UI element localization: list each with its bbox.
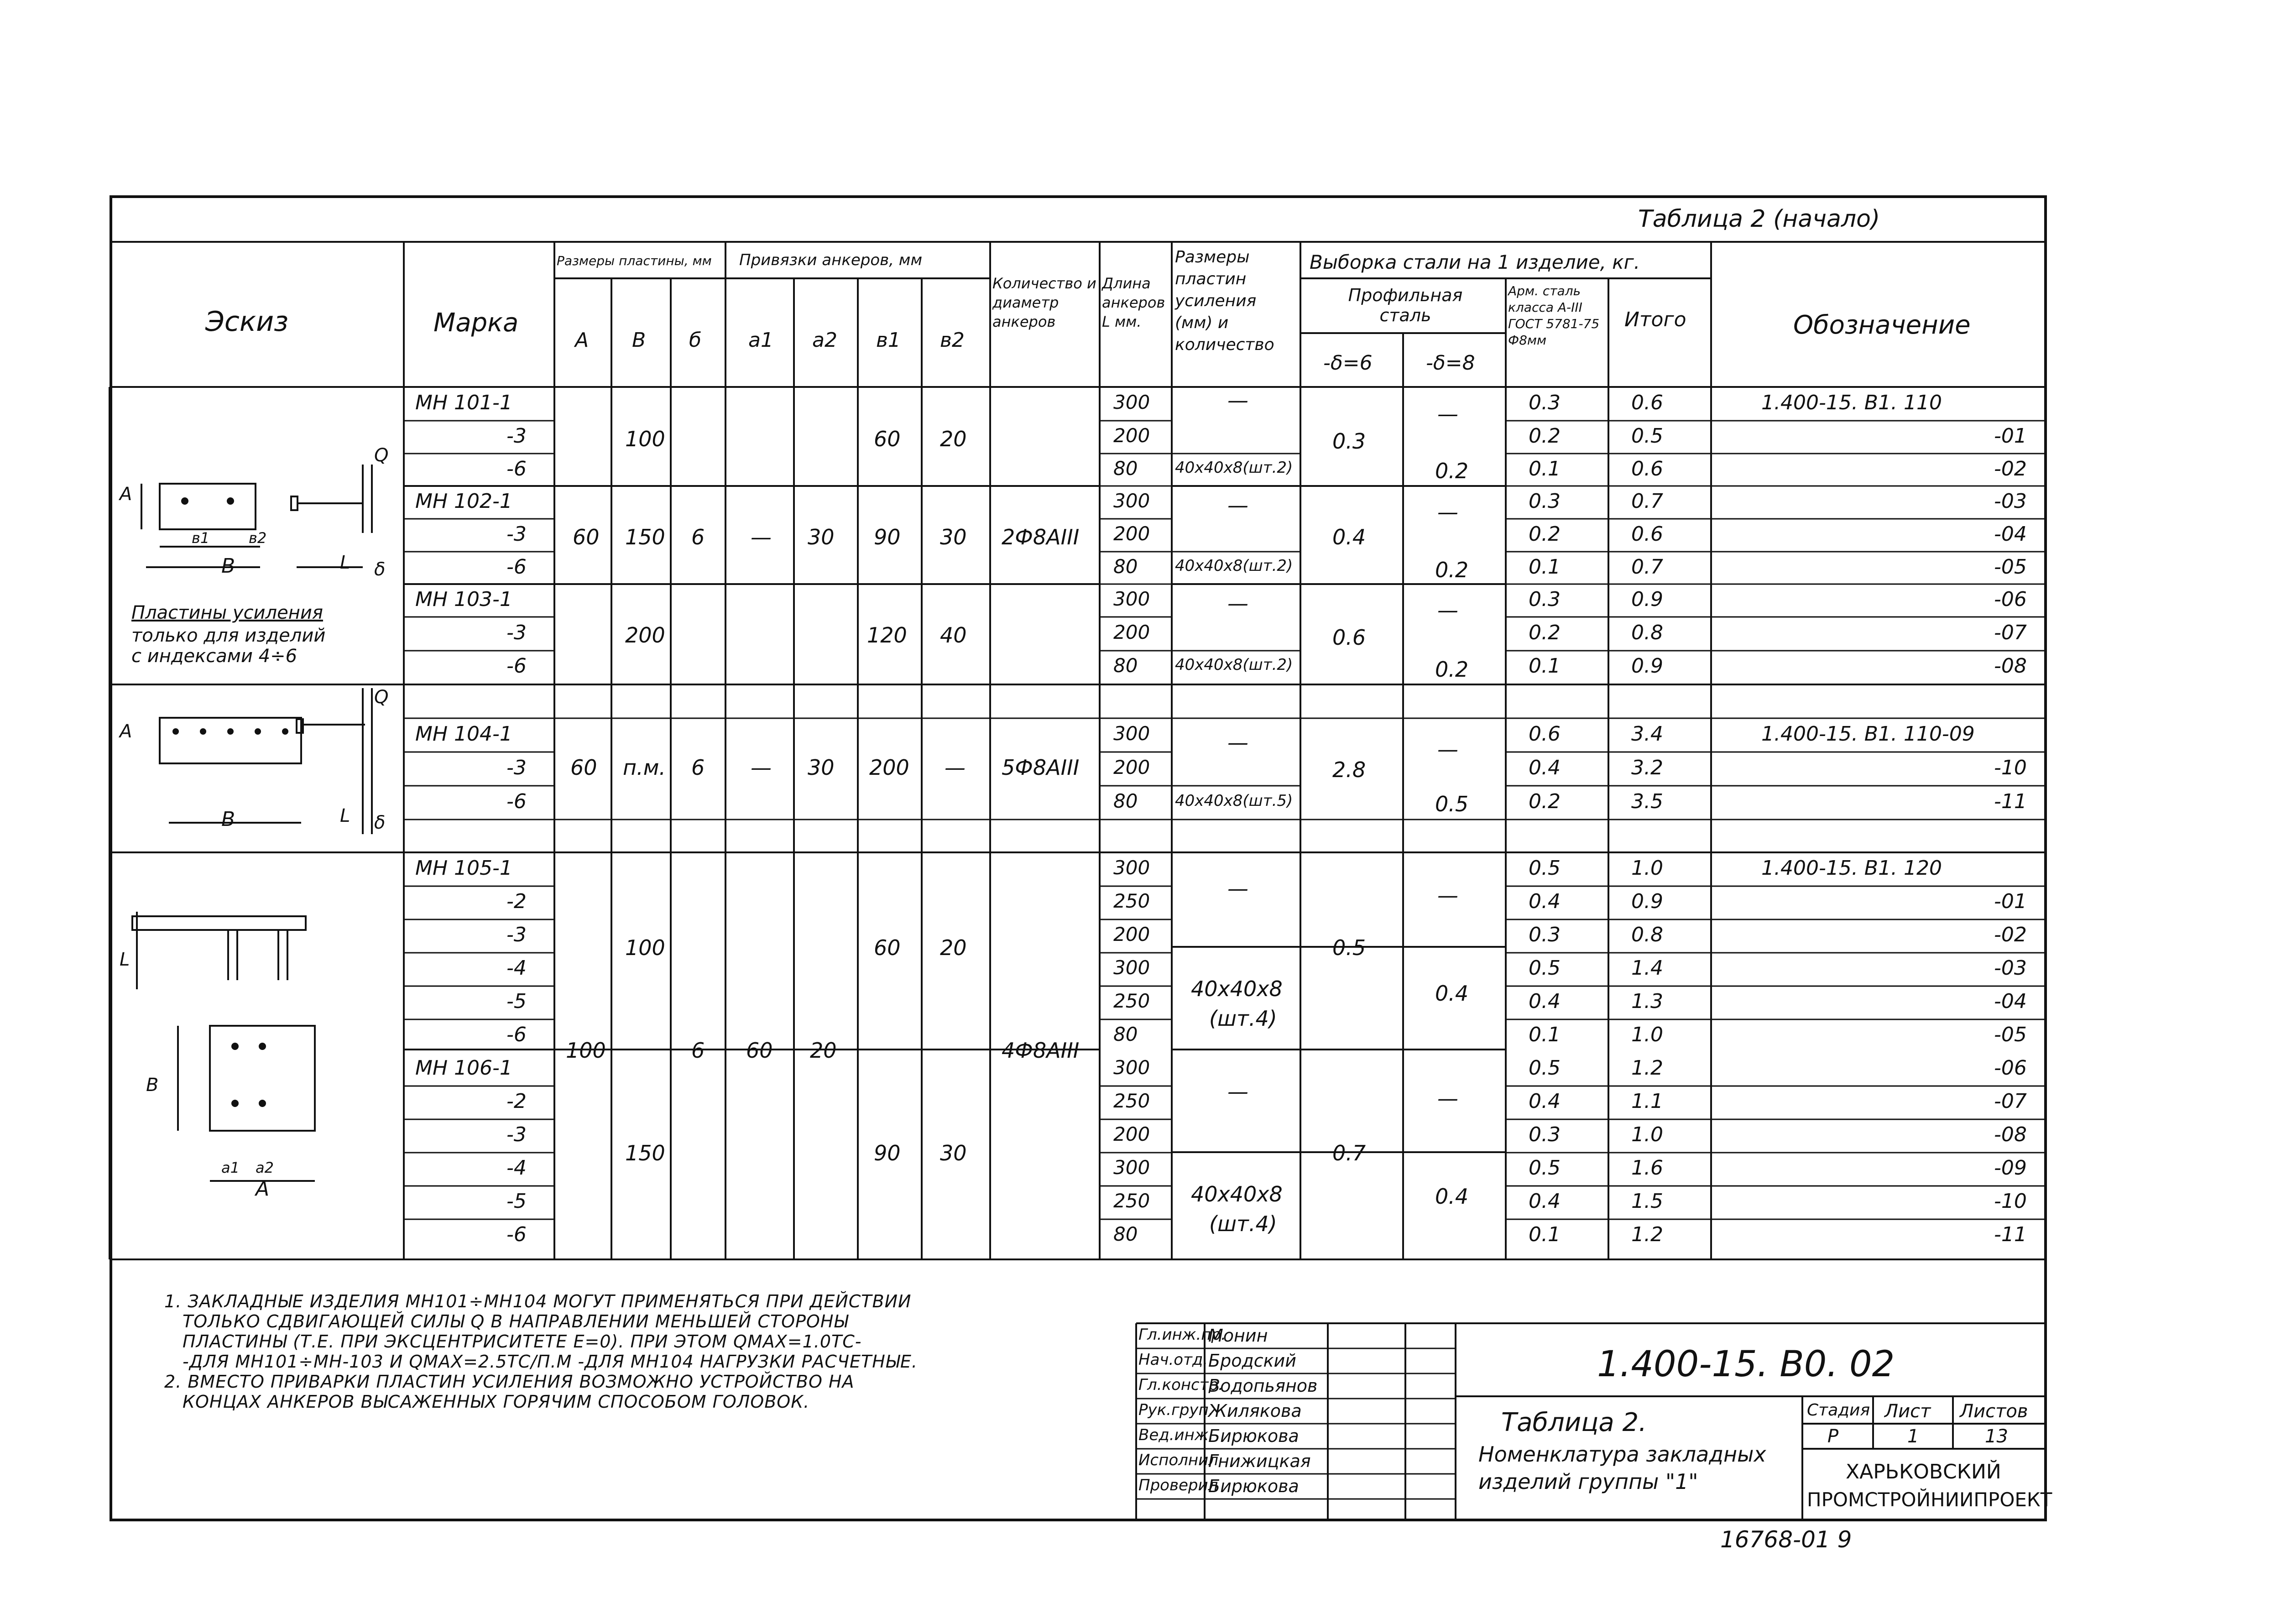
designation-cell: -07 bbox=[1994, 621, 2027, 644]
g3-d8-dash-1: — bbox=[1437, 883, 1458, 908]
designation-cell: -01 bbox=[1994, 424, 2027, 448]
designation-cell: -01 bbox=[1994, 890, 2027, 913]
total-cell: 1.5 bbox=[1631, 1190, 1663, 1213]
arm-steel-cell: 0.6 bbox=[1529, 722, 1561, 746]
title-block-role: Рук.груп. bbox=[1138, 1401, 1214, 1419]
total-cell: 1.2 bbox=[1631, 1223, 1663, 1246]
g2-B: п.м. bbox=[623, 755, 666, 780]
title-block-role: Нач.отд. bbox=[1138, 1351, 1208, 1369]
g1-d8-2: 0.2 bbox=[1435, 558, 1469, 582]
designation-cell: -11 bbox=[1994, 790, 2027, 813]
header-sketch: Эскиз bbox=[205, 306, 289, 338]
header-delta: б bbox=[689, 329, 702, 352]
length-cell: 200 bbox=[1113, 522, 1150, 545]
note-line-1: 1. ЗАКЛАДНЫЕ ИЗДЕЛИЯ МН101÷МН104 МОГУТ ПРИМЕНЯТЬСЯ ПРИ ДЕЙСТВИИ bbox=[164, 1291, 912, 1311]
length-cell: 200 bbox=[1113, 621, 1150, 643]
g2-b1: 200 bbox=[869, 755, 909, 780]
g3-b2-1: 20 bbox=[940, 935, 967, 960]
g3-reinf-dash-1: — bbox=[1227, 876, 1248, 901]
header-B: В bbox=[632, 329, 646, 352]
g3-reinf-b-2: (шт.4) bbox=[1209, 1211, 1277, 1236]
header-mark: Марка bbox=[433, 308, 519, 338]
designation-cell: -05 bbox=[1994, 1023, 2027, 1046]
length-cell: 200 bbox=[1113, 1123, 1150, 1145]
mark-cell: -3 bbox=[506, 621, 527, 644]
g2-d8: 0.5 bbox=[1435, 792, 1469, 816]
sketch-delta-1: δ bbox=[374, 559, 386, 580]
designation-cell: -06 bbox=[1994, 588, 2027, 611]
arm-steel-cell: 0.5 bbox=[1529, 956, 1561, 980]
header-designation: Обозначение bbox=[1793, 310, 1971, 340]
g2-a1: — bbox=[751, 755, 772, 780]
g1-reinf-2: 40х40х8(шт.2) bbox=[1175, 557, 1293, 575]
g1-b1-1: 60 bbox=[874, 427, 901, 451]
g3-delta: 6 bbox=[691, 1038, 705, 1063]
arm-steel-cell: 0.5 bbox=[1529, 856, 1561, 880]
title-block-role: Исполнил bbox=[1138, 1451, 1218, 1469]
g1-reinf-dash-1: — bbox=[1227, 388, 1248, 413]
length-cell: 80 bbox=[1113, 1023, 1138, 1045]
stage-value: Р bbox=[1827, 1426, 1839, 1447]
title-block-name: Гнижицкая bbox=[1208, 1451, 1311, 1471]
g3-reinf-dash-2: — bbox=[1227, 1079, 1248, 1104]
length-cell: 300 bbox=[1113, 1156, 1150, 1179]
g3-b1-2: 90 bbox=[874, 1141, 901, 1165]
designation-cell: -10 bbox=[1994, 756, 2027, 779]
g3-a2: 20 bbox=[810, 1038, 837, 1063]
length-cell: 300 bbox=[1113, 391, 1150, 413]
g1-a2: 30 bbox=[808, 525, 835, 549]
g1-reinf-dash-3: — bbox=[1227, 591, 1248, 616]
arm-steel-cell: 0.2 bbox=[1529, 621, 1561, 644]
title-block-name: Бродский bbox=[1208, 1351, 1296, 1371]
g3-b1-1: 60 bbox=[874, 935, 901, 960]
g2-d8-dash: — bbox=[1437, 737, 1458, 762]
header-arm-steel: Арм. сталь класса А-III ГОСТ 5781-75 Ф8мм bbox=[1508, 283, 1600, 348]
sketch-delta-2: δ bbox=[374, 812, 386, 833]
sheet-label: Лист bbox=[1884, 1401, 1931, 1422]
total-cell: 0.5 bbox=[1631, 424, 1663, 448]
designation-cell: -09 bbox=[1994, 1156, 2027, 1180]
g1-d8-3: 0.2 bbox=[1435, 657, 1469, 682]
g1-B3: 200 bbox=[625, 623, 665, 648]
header-steel-sample: Выборка стали на 1 изделие, кг. bbox=[1310, 251, 1640, 273]
g3-a1: 60 bbox=[746, 1038, 773, 1063]
designation-cell: -11 bbox=[1994, 1223, 2027, 1246]
arm-steel-cell: 0.2 bbox=[1529, 522, 1561, 546]
g1-a1: — bbox=[751, 525, 772, 549]
header-plate-sizes: Размеры пластины, мм bbox=[557, 253, 712, 268]
total-cell: 1.0 bbox=[1631, 856, 1663, 880]
sheets-label: Листов bbox=[1960, 1401, 2028, 1422]
mark-cell: -6 bbox=[506, 1023, 527, 1046]
arm-steel-cell: 0.4 bbox=[1529, 756, 1561, 779]
mark-cell: -5 bbox=[506, 990, 527, 1013]
total-cell: 1.6 bbox=[1631, 1156, 1663, 1180]
arm-steel-cell: 0.3 bbox=[1529, 490, 1561, 513]
arm-steel-cell: 0.3 bbox=[1529, 1123, 1561, 1146]
designation-cell: -03 bbox=[1994, 490, 2027, 513]
mark-cell: МН 106-1 bbox=[415, 1056, 512, 1080]
sheet-title-3: изделий группы "1" bbox=[1478, 1469, 1698, 1494]
total-cell: 0.6 bbox=[1631, 391, 1663, 414]
g3-reinf-a-1: 40х40х8 bbox=[1191, 976, 1283, 1001]
length-cell: 200 bbox=[1113, 756, 1150, 778]
designation-cell: -04 bbox=[1994, 990, 2027, 1013]
title-block-role: Гл.констр. bbox=[1138, 1376, 1223, 1394]
total-cell: 3.2 bbox=[1631, 756, 1663, 779]
g1-d8-dash-1: — bbox=[1437, 402, 1458, 426]
arm-steel-cell: 0.5 bbox=[1529, 1156, 1561, 1180]
title-block-name: Водопьянов bbox=[1208, 1376, 1318, 1396]
length-cell: 80 bbox=[1113, 1223, 1138, 1245]
length-cell: 300 bbox=[1113, 1056, 1150, 1079]
total-cell: 0.9 bbox=[1631, 588, 1663, 611]
length-cell: 250 bbox=[1113, 990, 1150, 1012]
g1-A: 60 bbox=[573, 525, 600, 549]
total-cell: 0.7 bbox=[1631, 555, 1663, 579]
header-anchors-count: Количество и диаметр анкеров bbox=[992, 275, 1096, 330]
arm-steel-cell: 0.1 bbox=[1529, 654, 1561, 678]
g2-reinf: 40х40х8(шт.5) bbox=[1175, 792, 1293, 810]
g3-d8-dash-2: — bbox=[1437, 1086, 1458, 1111]
header-anchor-refs: Привязки анкеров, мм bbox=[739, 251, 923, 269]
note-line-5: 2. ВМЕСТО ПРИВАРКИ ПЛАСТИН УСИЛЕНИЯ ВОЗМОЖНО УСТРОЙСТВО НА bbox=[164, 1372, 855, 1392]
arm-steel-cell: 0.3 bbox=[1529, 391, 1561, 414]
length-cell: 250 bbox=[1113, 890, 1150, 912]
mark-cell: -2 bbox=[506, 1090, 527, 1113]
arm-steel-cell: 0.4 bbox=[1529, 890, 1561, 913]
note-line-6: КОНЦАХ АНКЕРОВ ВЫСАЖЕННЫХ ГОРЯЧИМ СПОСОБОМ ГОЛОВОК. bbox=[183, 1392, 810, 1412]
length-cell: 300 bbox=[1113, 956, 1150, 979]
designation-cell: -10 bbox=[1994, 1190, 2027, 1213]
mark-cell: МН 104-1 bbox=[415, 722, 512, 746]
total-cell: 0.9 bbox=[1631, 890, 1663, 913]
g3-B2: 150 bbox=[625, 1141, 665, 1165]
g2-delta: 6 bbox=[691, 755, 705, 780]
g1-d6-2: 0.4 bbox=[1332, 525, 1366, 549]
mark-cell: -6 bbox=[506, 790, 527, 813]
org-name-1: ХАРЬКОВСКИЙ bbox=[1846, 1460, 2001, 1483]
length-cell: 250 bbox=[1113, 1190, 1150, 1212]
sketch-Q-1: Q bbox=[374, 445, 389, 466]
length-cell: 200 bbox=[1113, 923, 1150, 945]
sketch-note-title: Пластины усиления bbox=[131, 602, 323, 623]
total-cell: 0.8 bbox=[1631, 621, 1663, 644]
arm-steel-cell: 0.3 bbox=[1529, 588, 1561, 611]
g2-d6: 2.8 bbox=[1332, 757, 1366, 782]
g2-b2: — bbox=[945, 755, 966, 780]
sheets-value: 13 bbox=[1985, 1426, 2008, 1447]
arm-steel-cell: 0.2 bbox=[1529, 424, 1561, 448]
total-cell: 1.3 bbox=[1631, 990, 1663, 1013]
arm-steel-cell: 0.4 bbox=[1529, 990, 1561, 1013]
sketch-B-3: В bbox=[146, 1075, 159, 1096]
g1-reinf-1: 40х40х8(шт.2) bbox=[1175, 459, 1293, 477]
designation-cell: -02 bbox=[1994, 457, 2027, 480]
sketch-L-1: L bbox=[340, 552, 350, 573]
sheet-title-1: Таблица 2. bbox=[1501, 1408, 1647, 1437]
stage-label: Стадия bbox=[1807, 1401, 1870, 1420]
g3-d8-2: 0.4 bbox=[1435, 1184, 1469, 1209]
sketch-b2-1: в2 bbox=[249, 529, 267, 547]
title-block-role: Гл.инж.пр. bbox=[1138, 1326, 1226, 1344]
sketch-a2-3: а2 bbox=[256, 1159, 274, 1176]
header-total: Итого bbox=[1624, 308, 1686, 331]
title-block-name: Бирюкова bbox=[1208, 1426, 1299, 1446]
total-cell: 0.6 bbox=[1631, 522, 1663, 546]
org-name-2: ПРОМСТРОЙНИИПРОЕКТ bbox=[1807, 1488, 2052, 1511]
sheet-title-2: Номенклатура закладных bbox=[1478, 1442, 1766, 1467]
sketch-note-2: с индексами 4÷6 bbox=[131, 646, 298, 667]
note-line-2: ТОЛЬКО СДВИГАЮЩЕЙ СИЛЫ Q В НАПРАВЛЕНИИ МЕНЬШЕЙ СТОРОНЫ bbox=[183, 1311, 849, 1332]
mark-cell: -3 bbox=[506, 756, 527, 779]
header-A: А bbox=[575, 329, 589, 352]
mark-cell: -3 bbox=[506, 424, 527, 448]
length-cell: 80 bbox=[1113, 555, 1138, 578]
g3-B1: 100 bbox=[625, 935, 665, 960]
arm-steel-cell: 0.1 bbox=[1529, 1023, 1561, 1046]
total-cell: 3.4 bbox=[1631, 722, 1663, 746]
document-code: 1.400-15. В0. 02 bbox=[1597, 1344, 1895, 1385]
length-cell: 80 bbox=[1113, 457, 1138, 480]
header-d8: -δ=8 bbox=[1426, 351, 1475, 375]
header-b1: в1 bbox=[876, 329, 901, 352]
sketch-Q-2: Q bbox=[374, 687, 389, 708]
sketch-L-2: L bbox=[340, 805, 350, 826]
title-block-role: Вед.инж. bbox=[1138, 1426, 1214, 1444]
mark-cell: -6 bbox=[506, 555, 527, 579]
g3-d8-1: 0.4 bbox=[1435, 981, 1469, 1006]
header-length: Длина анкеров L мм. bbox=[1102, 275, 1165, 330]
notes-block bbox=[164, 1291, 918, 1412]
header-profile-steel: Профильная сталь bbox=[1348, 285, 1463, 325]
sketch-A-1: А bbox=[120, 484, 132, 505]
g1-B2: 150 bbox=[625, 525, 665, 549]
mark-cell: -6 bbox=[506, 457, 527, 480]
designation-cell: -06 bbox=[1994, 1056, 2027, 1080]
total-cell: 0.8 bbox=[1631, 923, 1663, 946]
g3-reinf-a-2: 40х40х8 bbox=[1191, 1182, 1283, 1206]
total-cell: 1.1 bbox=[1631, 1090, 1663, 1113]
designation-cell: 1.400-15. В1. 120 bbox=[1761, 856, 1942, 880]
g2-A: 60 bbox=[570, 755, 597, 780]
g3-b2-2: 30 bbox=[940, 1141, 967, 1165]
g3-d6-1: 0.5 bbox=[1332, 935, 1366, 960]
g1-b1-2: 90 bbox=[874, 525, 901, 549]
arm-steel-cell: 0.4 bbox=[1529, 1090, 1561, 1113]
total-cell: 1.4 bbox=[1631, 956, 1663, 980]
g2-anchors: 5Ф8АIII bbox=[1002, 755, 1080, 780]
mark-cell: МН 101-1 bbox=[415, 391, 512, 414]
mark-cell: -3 bbox=[506, 522, 527, 546]
header-b2: в2 bbox=[940, 329, 965, 352]
length-cell: 200 bbox=[1113, 424, 1150, 447]
g1-reinf-dash-2: — bbox=[1227, 493, 1248, 517]
title-block-name: Жилякова bbox=[1208, 1401, 1302, 1421]
mark-cell: МН 103-1 bbox=[415, 588, 512, 611]
sketch-a1-3: а1 bbox=[221, 1159, 240, 1176]
mark-cell: -4 bbox=[506, 956, 527, 980]
mark-cell: -5 bbox=[506, 1190, 527, 1213]
note-line-4: -ДЛЯ МН101÷МН-103 И QMAX=2.5ТС/П.М -ДЛЯ МН104 НАГРУЗКИ РАСЧЕТНЫЕ. bbox=[183, 1352, 918, 1372]
title-block-role: Проверил bbox=[1138, 1476, 1218, 1494]
sketch-A-2: А bbox=[120, 721, 132, 742]
sketch-b1-1: в1 bbox=[192, 529, 210, 547]
g1-b1-3: 120 bbox=[867, 623, 907, 648]
total-cell: 3.5 bbox=[1631, 790, 1663, 813]
designation-cell: -05 bbox=[1994, 555, 2027, 579]
mark-cell: МН 105-1 bbox=[415, 856, 512, 880]
designation-cell: -02 bbox=[1994, 923, 2027, 946]
g1-d6-1: 0.3 bbox=[1332, 429, 1366, 454]
designation-cell: -08 bbox=[1994, 1123, 2027, 1146]
g2-reinf-dash: — bbox=[1227, 730, 1248, 755]
arm-steel-cell: 0.4 bbox=[1529, 1190, 1561, 1213]
designation-cell: -07 bbox=[1994, 1090, 2027, 1113]
sketch-B-1: В bbox=[221, 554, 235, 578]
g1-B1: 100 bbox=[625, 427, 665, 451]
length-cell: 300 bbox=[1113, 722, 1150, 745]
mark-cell: -6 bbox=[506, 1223, 527, 1246]
title-block-name: Монин bbox=[1208, 1326, 1268, 1346]
sketch-B-2: В bbox=[221, 808, 235, 831]
designation-cell: -08 bbox=[1994, 654, 2027, 678]
designation-cell: 1.400-15. В1. 110 bbox=[1761, 391, 1942, 414]
title-block-name: Бирюкова bbox=[1208, 1476, 1299, 1496]
total-cell: 1.0 bbox=[1631, 1023, 1663, 1046]
mark-cell: -6 bbox=[506, 654, 527, 678]
mark-cell: -3 bbox=[506, 1123, 527, 1146]
g3-A: 100 bbox=[566, 1038, 606, 1063]
total-cell: 1.0 bbox=[1631, 1123, 1663, 1146]
g1-b2-3: 40 bbox=[940, 623, 967, 648]
arm-steel-cell: 0.5 bbox=[1529, 1056, 1561, 1080]
total-cell: 0.9 bbox=[1631, 654, 1663, 678]
note-line-3: ПЛАСТИНЫ (Т.Е. ПРИ ЭКСЦЕНТРИСИТЕТЕ Е=0). ПРИ ЭТОМ QMAX=1.0ТС- bbox=[183, 1332, 862, 1352]
g1-b2-2: 30 bbox=[940, 525, 967, 549]
g1-d8-1: 0.2 bbox=[1435, 459, 1469, 483]
length-cell: 80 bbox=[1113, 654, 1138, 677]
sketch-drawings bbox=[110, 387, 404, 1259]
table-title: Таблица 2 (начало) bbox=[1638, 205, 1880, 233]
total-cell: 1.2 bbox=[1631, 1056, 1663, 1080]
length-cell: 250 bbox=[1113, 1090, 1150, 1112]
arm-steel-cell: 0.1 bbox=[1529, 1223, 1561, 1246]
g1-reinf-3: 40х40х8(шт.2) bbox=[1175, 656, 1293, 674]
g1-d8-dash-2: — bbox=[1437, 500, 1458, 524]
g3-reinf-b-1: (шт.4) bbox=[1209, 1006, 1277, 1031]
header-a2: а2 bbox=[812, 329, 837, 352]
g3-anchors: 4Ф8АIII bbox=[1002, 1038, 1080, 1063]
arm-steel-cell: 0.1 bbox=[1529, 555, 1561, 579]
g2-a2: 30 bbox=[808, 755, 835, 780]
header-reinf-plates: Размеры пластин усиления (мм) и количество bbox=[1175, 248, 1274, 354]
g1-b2-1: 20 bbox=[940, 427, 967, 451]
total-cell: 0.6 bbox=[1631, 457, 1663, 480]
archive-stamp: 16768-01 9 bbox=[1720, 1526, 1852, 1553]
arm-steel-cell: 0.2 bbox=[1529, 790, 1561, 813]
g3-d6-2: 0.7 bbox=[1332, 1141, 1366, 1165]
g1-d6-3: 0.6 bbox=[1332, 625, 1366, 650]
mark-cell: -2 bbox=[506, 890, 527, 913]
designation-cell: 1.400-15. В1. 110-09 bbox=[1761, 722, 1975, 746]
sketch-A-3: А bbox=[256, 1177, 270, 1201]
arm-steel-cell: 0.3 bbox=[1529, 923, 1561, 946]
total-cell: 0.7 bbox=[1631, 490, 1663, 513]
designation-cell: -04 bbox=[1994, 522, 2027, 546]
mark-cell: -4 bbox=[506, 1156, 527, 1180]
length-cell: 300 bbox=[1113, 588, 1150, 610]
sketch-L-3: L bbox=[120, 949, 130, 970]
g1-delta: 6 bbox=[691, 525, 705, 549]
sheet-value: 1 bbox=[1907, 1426, 1919, 1447]
arm-steel-cell: 0.1 bbox=[1529, 457, 1561, 480]
mark-cell: -3 bbox=[506, 923, 527, 946]
sketch-note-1: только для изделий bbox=[131, 625, 326, 646]
length-cell: 80 bbox=[1113, 790, 1138, 812]
mark-cell: МН 102-1 bbox=[415, 490, 512, 513]
g1-anchors: 2Ф8АIII bbox=[1002, 525, 1080, 549]
header-d6: -δ=6 bbox=[1323, 351, 1373, 375]
g1-d8-dash-3: — bbox=[1437, 598, 1458, 622]
header-a1: а1 bbox=[748, 329, 773, 352]
designation-cell: -03 bbox=[1994, 956, 2027, 980]
length-cell: 300 bbox=[1113, 490, 1150, 512]
length-cell: 300 bbox=[1113, 856, 1150, 879]
